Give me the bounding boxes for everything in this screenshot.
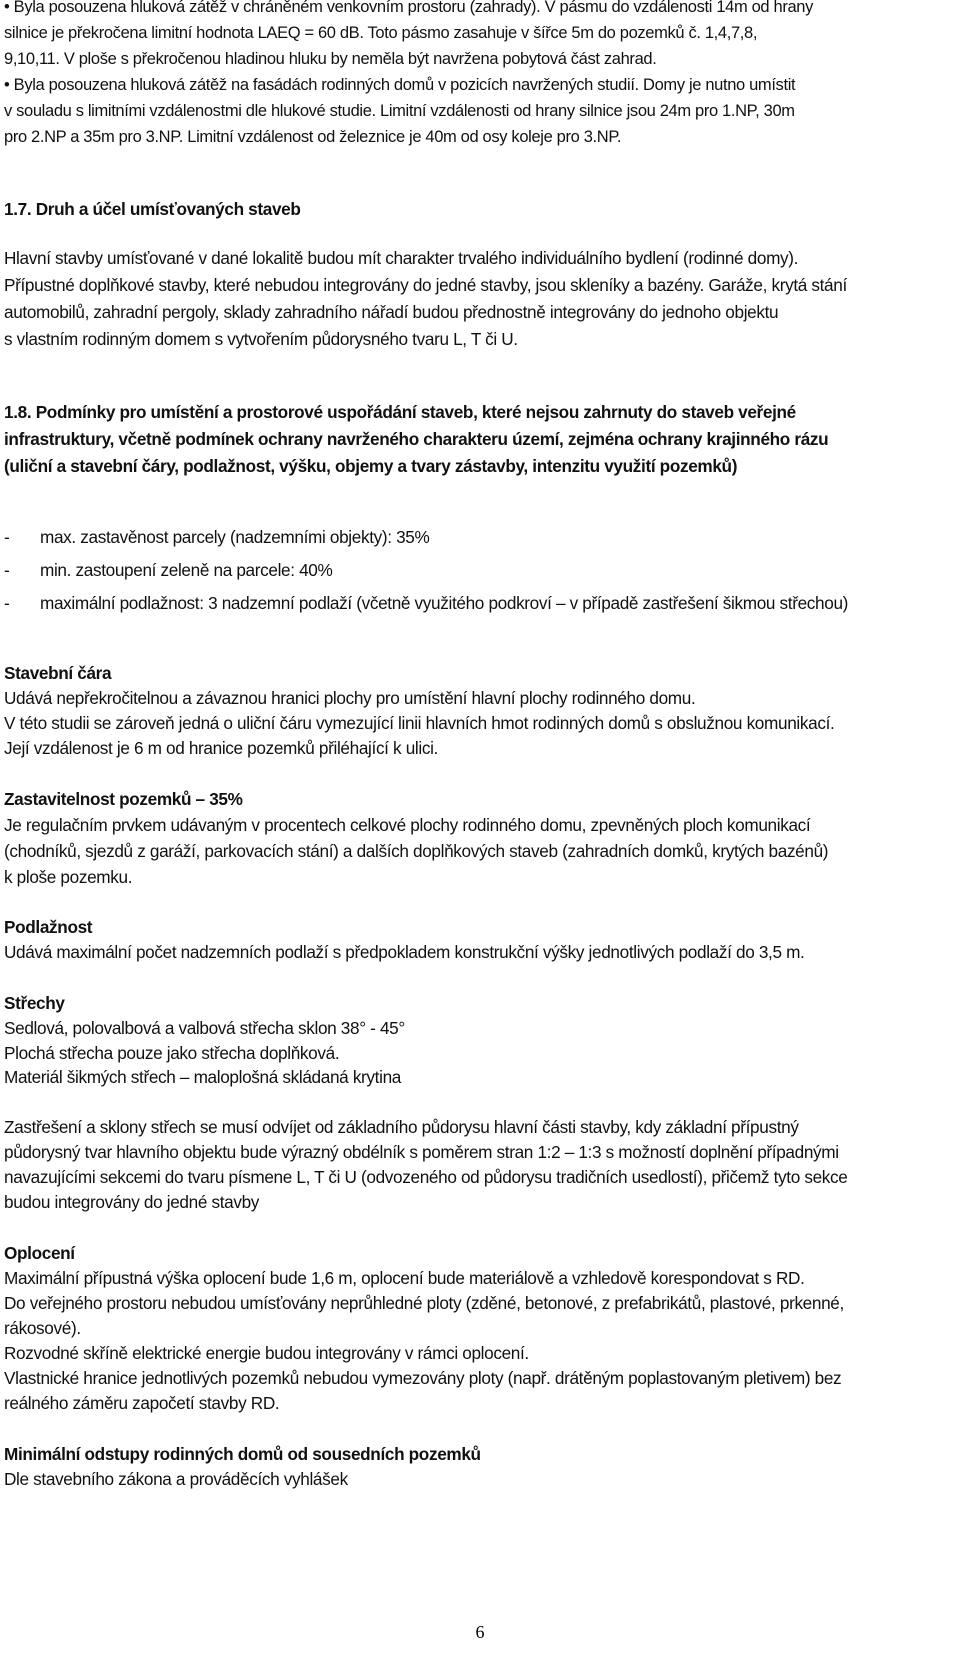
zastavitelnost-line-2: (chodníků, sjezdů z garáží, parkovacích stání) a dalších doplňkových staveb (zahradních domků, krytých bazénů): [4, 841, 829, 861]
strechy-line-1: Sedlová, polovalbová a valbová střecha sklon 38° - 45°: [4, 1018, 405, 1038]
oploceni-title: Oplocení: [4, 1243, 75, 1263]
stavebni-cara-line-3: Její vzdálenost je 6 m od hranice pozemků přiléhající k ulici.: [4, 738, 438, 758]
oploceni-line-5: Vlastnické hranice jednotlivých pozemků nebudou vymezovány ploty (např. drátěným poplastovaným pletivem) bez: [4, 1368, 842, 1388]
zastavitelnost-line-1: Je regulačním prvkem udávaným v procentech celkové plochy rodinného domu, zpevněných ploch komunikací: [4, 815, 811, 835]
dash-marker: -: [4, 593, 10, 613]
dash-marker: -: [4, 560, 10, 580]
oploceni-line-3: rákosové).: [4, 1318, 81, 1338]
section-1-7-line-2: Přípustné doplňkové stavby, které nebudou integrovány do jedné stavby, jsou skleníky a bazény. Garáže, krytá stání: [4, 275, 847, 295]
oploceni-line-4: Rozvodné skříně elektrické energie budou integrovány v rámci oplocení.: [4, 1343, 529, 1363]
section-1-8-heading-2: infrastruktury, včetně podmínek ochrany navrženého charakteru území, zejména ochrany krajinného rázu: [4, 429, 829, 449]
noise-line-3: 9,10,11. V ploše s překročenou hladinou hluku by neměla být navržena pobytová část zahrad.: [4, 50, 657, 68]
strechy-line-2: Plochá střecha pouze jako střecha doplňková.: [4, 1043, 340, 1063]
strechy-paragraph-line-3: navazujícími sekcemi do tvaru písmene L, T či U (odvozeného od půdorysu tradičních usedlostí), přičemž tyto sekce: [4, 1167, 848, 1187]
dash-marker: -: [4, 527, 10, 547]
zastavitelnost-title: Zastavitelnost pozemků – 35%: [4, 789, 243, 809]
stavebni-cara-line-1: Udává nepřekročitelnou a závaznou hranici plochy pro umístění hlavní plochy rodinného domu.: [4, 688, 696, 708]
section-1-7-line-3: automobilů, zahradní pergoly, sklady zahradního nářadí budou přednostně integrovány do jednoho objektu: [4, 302, 779, 322]
podlaznost-line-1: Udává maximální počet nadzemních podlaží s předpokladem konstrukční výšky jednotlivých podlaží do 3,5 m.: [4, 942, 805, 962]
list-item-text: min. zastoupení zeleně na parcele: 40%: [40, 560, 333, 580]
podlaznost-title: Podlažnost: [4, 917, 93, 937]
section-1-8-heading-1: 1.8. Podmínky pro umístění a prostorové uspořádání staveb, které nejsou zahrnuty do staveb veřejné: [4, 402, 796, 422]
strechy-line-3: Materiál šikmých střech – maloplošná skládaná krytina: [4, 1067, 401, 1087]
section-1-7-heading: 1.7. Druh a účel umísťovaných staveb: [4, 199, 301, 219]
page-number: 6: [475, 1622, 485, 1642]
oploceni-line-1: Maximální přípustná výška oplocení bude 1,6 m, oplocení bude materiálově a vzhledově korespondovat s RD.: [4, 1268, 805, 1288]
section-1-7-line-1: Hlavní stavby umísťované v dané lokalitě budou mít charakter trvalého individuálního bydlení (rodinné domy).: [4, 248, 799, 268]
noise-line-5: v souladu s limitními vzdálenostmi dle hlukové studie. Limitní vzdálenosti od hrany silnice jsou 24m pro 1.NP, 30m: [4, 102, 795, 120]
section-1-7-line-4: s vlastním rodinným domem s vytvořením půdorysného tvaru L, T či U.: [4, 329, 518, 349]
list-item: [4, 557, 954, 584]
strechy-paragraph-line-1: Zastřešení a sklony střech se musí odvíjet od základního půdorysu hlavní části stavby, kdy základní přípustný: [4, 1117, 799, 1137]
noise-line-1: • Byla posouzena hluková zátěž v chráněném venkovním prostoru (zahrady). V pásmu do vzdálenosti 14m od hrany: [4, 0, 814, 16]
document-page: [4, 0, 954, 1655]
noise-line-2: silnice je překročena limitní hodnota LAEQ = 60 dB. Toto pásmo zasahuje v šířce 5m do pozemků č. 1,4,7,8,: [4, 24, 758, 42]
noise-line-4: • Byla posouzena hluková zátěž na fasádách rodinných domů v pozicích navržených studií. Domy je nutno umístit: [4, 76, 796, 94]
list-item: [4, 590, 954, 617]
noise-line-6: pro 2.NP a 35m pro 3.NP. Limitní vzdálenost od železnice je 40m od osy koleje pro 3.NP.: [4, 128, 622, 146]
list-item: [4, 524, 954, 551]
strechy-paragraph-line-4: budou integrovány do jedné stavby: [4, 1192, 260, 1212]
zastavitelnost-line-3: k ploše pozemku.: [4, 867, 133, 887]
stavebni-cara-line-2: V této studii se zároveň jedná o uliční čáru vymezující linii hlavních hmot rodinných domů s obslužnou komunikací.: [4, 713, 835, 733]
odstupy-title: Minimální odstupy rodinných domů od sousedních pozemků: [4, 1444, 481, 1464]
stavebni-cara-title: Stavební čára: [4, 663, 112, 683]
list-item-text: maximální podlažnost: 3 nadzemní podlaží (včetně využitého podkroví – v případě zastřešení šikmou střechou): [40, 593, 849, 613]
section-1-8-heading-3: (uliční a stavební čáry, podlažnost, výšku, objemy a tvary zástavby, intenzitu využití pozemků): [4, 456, 738, 476]
oploceni-line-6: reálného záměru započetí stavby RD.: [4, 1393, 280, 1413]
strechy-title: Střechy: [4, 993, 65, 1013]
list-item-text: max. zastavěnost parcely (nadzemními objekty): 35%: [40, 527, 430, 547]
odstupy-line-1: Dle stavebního zákona a prováděcích vyhlášek: [4, 1469, 348, 1489]
oploceni-line-2: Do veřejného prostoru nebudou umísťovány neprůhledné ploty (zděné, betonové, z prefabrikátů, plastové, prkenné,: [4, 1293, 844, 1313]
strechy-paragraph-line-2: půdorysný tvar hlavního objektu bude výrazný obdélník s poměrem stran 1:2 – 1:3 s možností doplnění případnými: [4, 1142, 839, 1162]
